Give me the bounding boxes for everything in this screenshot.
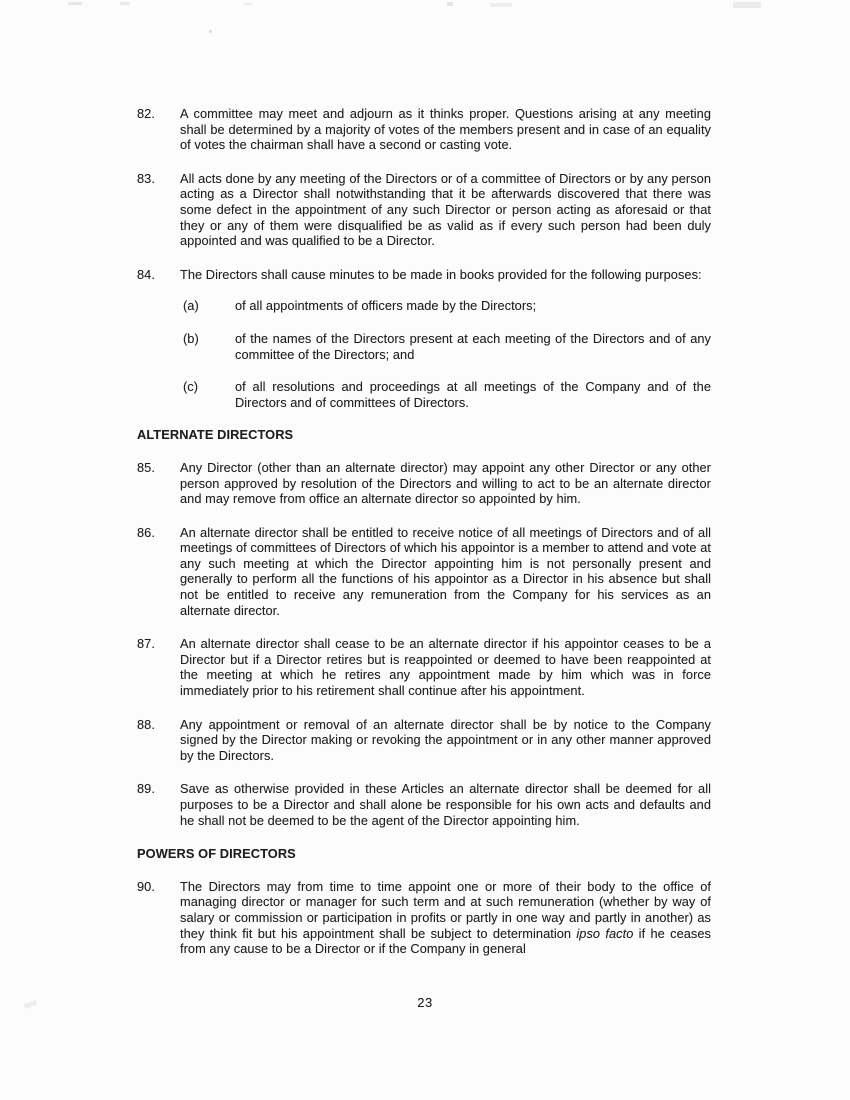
paragraph-text-segment: The Directors may from time to time appoint one or more of their body to the office of managing director or manager for such term and at such remuneration (whether by way of salary or commission or participation in profits or partly in one way and partly in another) as they think fit but his appointment shall be subject to determination bbox=[180, 878, 711, 941]
paragraph-text: Any Director (other than an alternate director) may appoint any other Director or any other person approved by resolution of the Directors and willing to act to be an alternate director and may remove from office an alternate director so appointed by him. bbox=[180, 459, 711, 507]
paragraph-number: 84. bbox=[137, 266, 155, 282]
subitem-text: of all resolutions and proceedings at all meetings of the Company and of the Directors and of committees of Directors. bbox=[235, 379, 711, 410]
subitem-label: (c) bbox=[183, 379, 199, 395]
paragraph-text: Any appointment or removal of an alternate director shall be by notice to the Company signed by the Director making or revoking the appointment or in any other manner approved by the Directors. bbox=[180, 716, 711, 763]
paragraph-text-segment: if he ceases from any cause to be a Director or if the Company in general bbox=[180, 925, 711, 957]
paragraph-number: 86. bbox=[137, 524, 155, 540]
paragraph-number: 90. bbox=[137, 878, 155, 894]
paragraph-text: An alternate director shall cease to be an alternate director if his appointor ceases to be a Director but if a Director retires but is reappointed or deemed to have been reappointed at the meeting at which he retires any appointment made by him which was in force immediately prior to his retirement shall continue after his appointment. bbox=[180, 636, 711, 699]
section-heading-alternate-directors: ALTERNATE DIRECTORS bbox=[137, 427, 294, 443]
paragraph-text: Save as otherwise provided in these Articles an alternate director shall be deemed for all purposes to be a Director and shall alone be responsible for his own acts and defaults and he shall not be deemed to be the agent of the Director appointing him. bbox=[180, 781, 711, 828]
subitem-label: (b) bbox=[183, 330, 199, 346]
paragraph-86 bbox=[137, 525, 711, 619]
paragraph-82 bbox=[137, 106, 711, 153]
paragraph-90 bbox=[137, 879, 711, 957]
paragraph-number: 87. bbox=[137, 636, 155, 652]
subitem-b bbox=[183, 331, 711, 362]
paragraph-83 bbox=[137, 171, 711, 249]
subitem-a bbox=[183, 298, 711, 314]
subitem-label: (a) bbox=[183, 298, 199, 314]
paragraph-85 bbox=[137, 460, 711, 507]
paragraph-84 bbox=[137, 267, 711, 283]
paragraph-text: A committee may meet and adjourn as it thinks proper. Questions arising at any meeting shall be determined by a majority of votes of the members present and in case of an equality of votes the chairman shall have a second or casting vote. bbox=[180, 106, 711, 153]
paragraph-text: An alternate director shall be entitled to receive notice of all meetings of Directors and of all meetings of committees of Directors of which his appointor is a member to attend and vote at any such meeting at which the Director appointing him is not personally present and generally to perform all the functions of his appointor as a Director in his absence but shall not be entitled to receive any remuneration from the Company for his services as an alternate director. bbox=[180, 524, 711, 618]
subitem-text: of all appointments of officers made by the Directors; bbox=[235, 298, 537, 314]
paragraph-text: The Directors shall cause minutes to be made in books provided for the following purposes: bbox=[180, 266, 702, 282]
page-number: 23 bbox=[417, 995, 433, 1010]
paragraph-number: 89. bbox=[137, 781, 155, 797]
subitem-c bbox=[183, 379, 711, 410]
scan-artifact bbox=[120, 2, 130, 5]
paragraph-87 bbox=[137, 636, 711, 698]
subitem-text: of the names of the Directors present at each meeting of the Directors and of any committee of the Directors; and bbox=[235, 330, 711, 362]
scan-artifact bbox=[490, 3, 512, 7]
scan-artifact bbox=[244, 3, 252, 5]
scan-artifact bbox=[209, 30, 212, 33]
paragraph-number: 88. bbox=[137, 716, 155, 732]
section-heading-powers-of-directors: POWERS OF DIRECTORS bbox=[137, 846, 296, 862]
scan-artifact bbox=[68, 2, 82, 5]
document-content bbox=[137, 106, 711, 975]
paragraph-89 bbox=[137, 781, 711, 828]
paragraph-text: All acts done by any meeting of the Directors or of a committee of Directors or by any person acting as a Director shall notwithstanding that it be afterwards discovered that there was some defect in the appointment of any such Director or person acting as aforesaid or that they or any of them were disqualified be as valid as if every such person had been duly appointed and was qualified to be a Director. bbox=[180, 170, 711, 249]
paragraph-number: 85. bbox=[137, 459, 155, 475]
paragraph-number: 83. bbox=[137, 170, 155, 186]
latin-phrase-italic: ipso facto bbox=[576, 925, 634, 941]
paragraph-88 bbox=[137, 717, 711, 764]
scan-artifact bbox=[447, 2, 453, 6]
paragraph-number: 82. bbox=[137, 106, 155, 121]
paragraph-text bbox=[180, 879, 711, 957]
scan-artifact bbox=[733, 2, 761, 8]
